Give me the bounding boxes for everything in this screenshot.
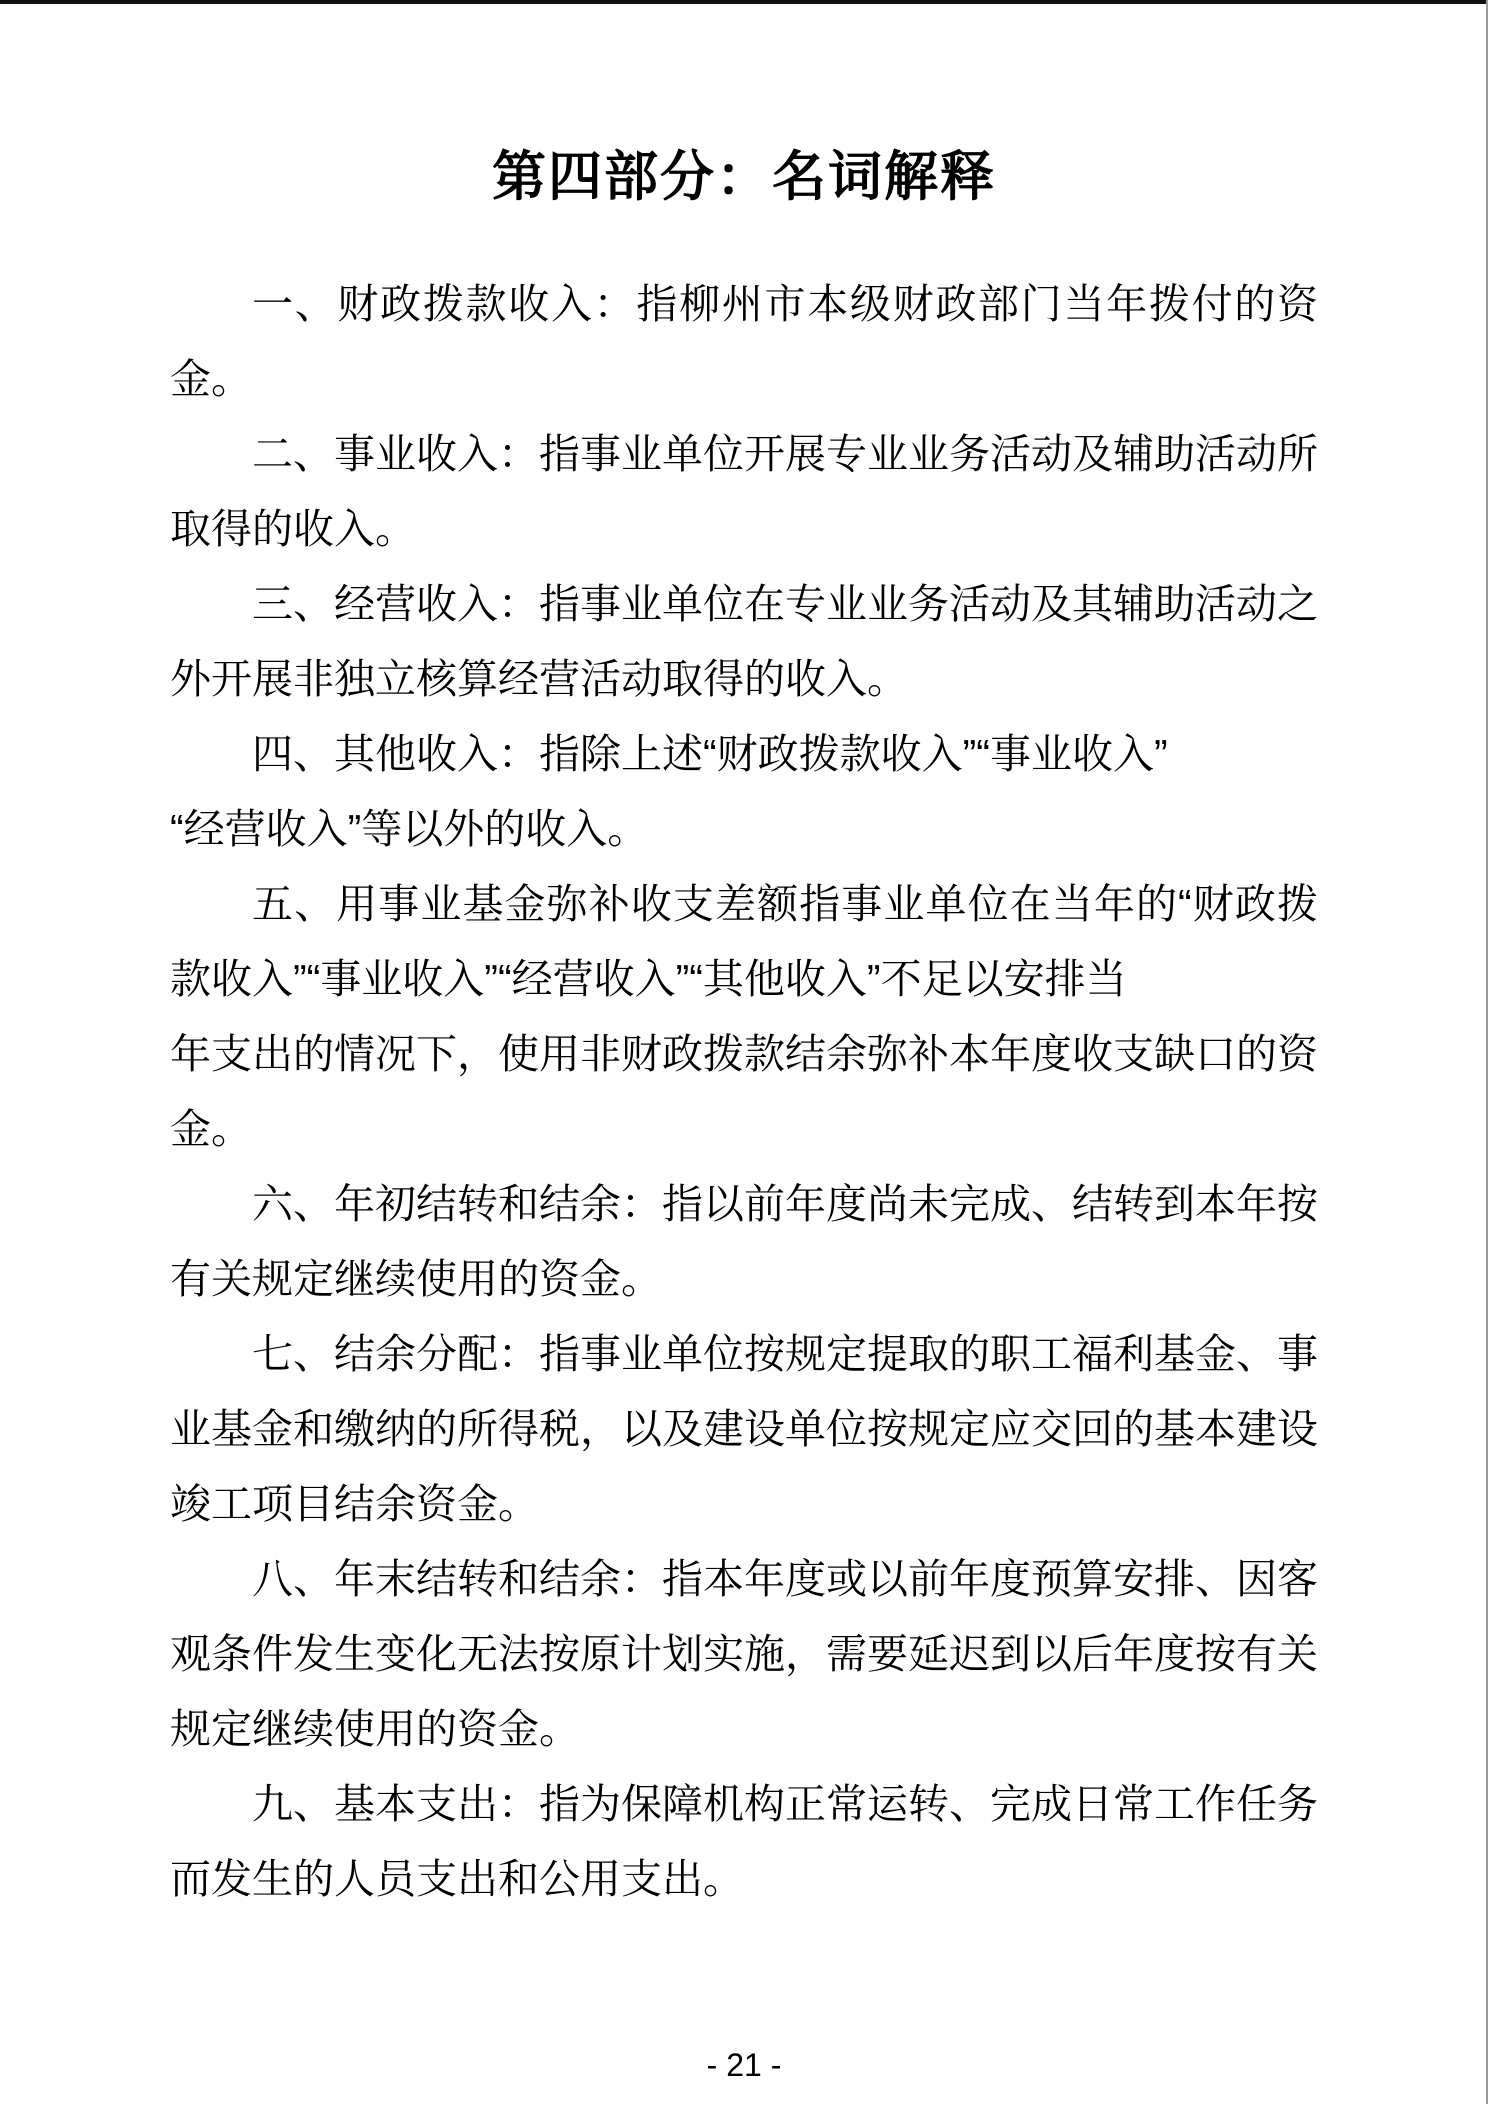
text-line: 金。 bbox=[170, 1106, 252, 1152]
paragraph bbox=[170, 1317, 1318, 1542]
page-top-edge bbox=[0, 0, 1488, 4]
paragraph bbox=[170, 567, 1318, 717]
paragraph bbox=[170, 417, 1318, 567]
text-line: 一、财政拨款收入：指柳州市本级财政部门当年拨付的资 bbox=[252, 281, 1318, 327]
document-body bbox=[170, 267, 1318, 1917]
text-line: 金。 bbox=[170, 356, 252, 402]
paragraph bbox=[170, 717, 1318, 867]
paragraph bbox=[170, 1542, 1318, 1767]
text-line: 九、基本支出：指为保障机构正常运转、完成日常工作任务 bbox=[252, 1781, 1318, 1827]
text-line: 外开展非独立核算经营活动取得的收入。 bbox=[170, 656, 908, 702]
text-line: 七、结余分配：指事业单位按规定提取的职工福利基金、事 bbox=[252, 1331, 1318, 1377]
text-line: 取得的收入。 bbox=[170, 506, 416, 552]
text-line: 规定继续使用的资金。 bbox=[170, 1706, 580, 1752]
paragraph bbox=[170, 1167, 1318, 1317]
text-line: 款收入”“事业收入”“经营收入”“其他收入”不足以安排当 bbox=[170, 956, 1127, 1002]
paragraph bbox=[170, 267, 1318, 417]
text-line: 四、其他收入：指除上述“财政拨款收入”“事业收入” bbox=[252, 731, 1168, 777]
text-line: 竣工项目结余资金。 bbox=[170, 1481, 539, 1527]
text-line: 业基金和缴纳的所得税，以及建设单位按规定应交回的基本建设 bbox=[170, 1406, 1318, 1452]
paragraph bbox=[170, 1767, 1318, 1917]
page-title: 第四部分：名词解释 bbox=[492, 147, 996, 207]
text-line: 八、年末结转和结余：指本年度或以前年度预算安排、因客 bbox=[252, 1556, 1318, 1602]
text-line: 五、用事业基金弥补收支差额指事业单位在当年的“财政拨 bbox=[252, 881, 1318, 927]
text-line: 有关规定继续使用的资金。 bbox=[170, 1256, 662, 1302]
text-line: 年支出的情况下，使用非财政拨款结余弥补本年度收支缺口的资 bbox=[170, 1031, 1318, 1077]
text-line: 六、年初结转和结余：指以前年度尚未完成、结转到本年按 bbox=[252, 1181, 1318, 1227]
page-number: - 21 - bbox=[706, 2047, 782, 2083]
text-line: 三、经营收入：指事业单位在专业业务活动及其辅助活动之 bbox=[252, 581, 1318, 627]
text-line: 二、事业收入：指事业单位开展专业业务活动及辅助活动所 bbox=[252, 431, 1318, 477]
text-line: 观条件发生变化无法按原计划实施，需要延迟到以后年度按有关 bbox=[170, 1631, 1318, 1677]
paragraph bbox=[170, 867, 1318, 1167]
text-line: 而发生的人员支出和公用支出。 bbox=[170, 1856, 744, 1902]
text-line: “经营收入”等以外的收入。 bbox=[170, 806, 649, 852]
